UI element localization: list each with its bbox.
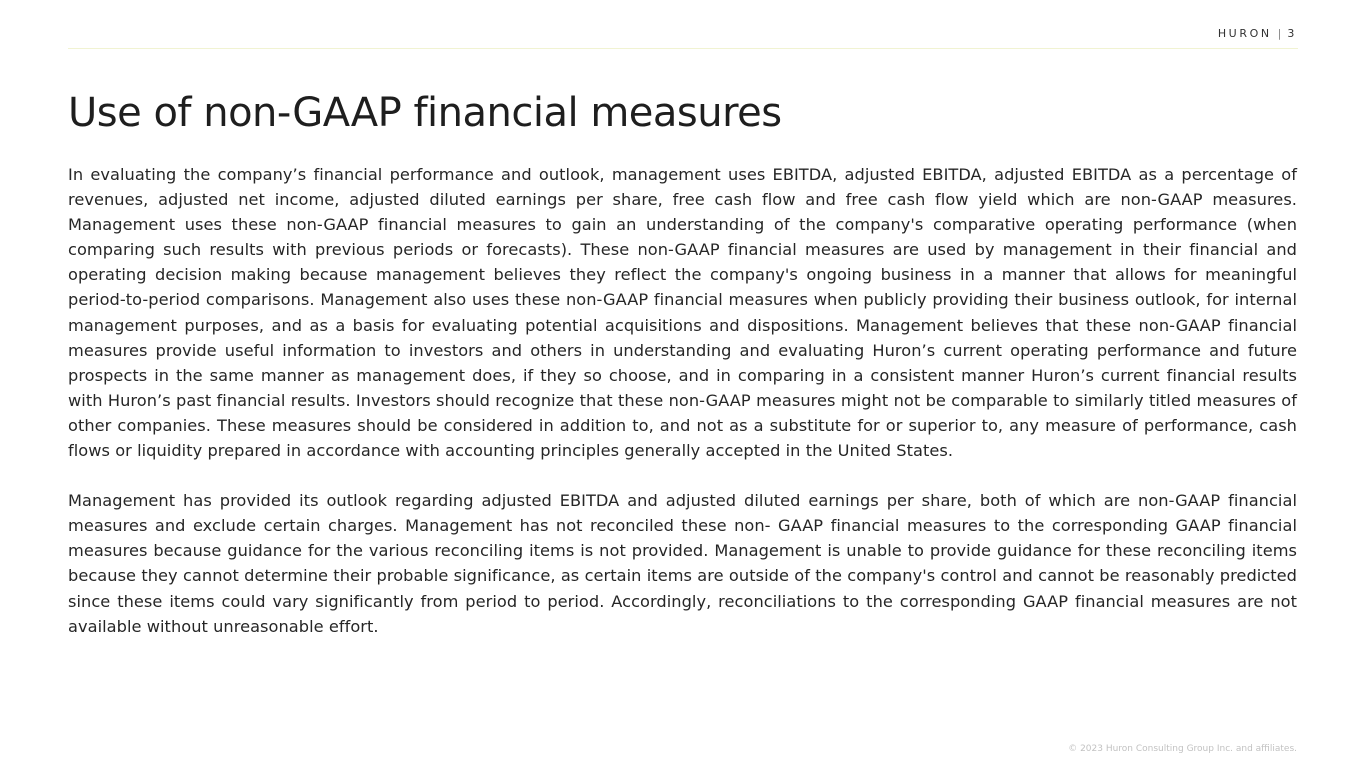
paragraph-outlook: Management has provided its outlook regarding adjusted EBITDA and adjusted diluted earnings per share, both of which are non-GAAP financial measures and exclude certain charges. Management has not reconciled these non- GAAP financial measures to the corresponding GAAP financial measures because guidance for the various reconciling items is not provided. Management is unable to provide guidance for these reconciling items because they cannot determine their probable significance, as certain items are outside of the company's control and cannot be reasonably predicted since these items could vary significantly from period to period. Accordingly, reconciliations to the corresponding GAAP financial measures are not available without unreasonable effort. xyxy=(68,491,1297,636)
paragraph-evaluation: In evaluating the company’s financial performance and outlook, management uses EBITDA, adjusted EBITDA, adjusted EBITDA as a percentage of revenues, adjusted net income, adjusted diluted earnings per share, free cash flow and free cash flow yield which are non-GAAP measures. Management uses these non-GAAP financial measures to gain an understanding of the company's comparative operating performance (when comparing such results with previous periods or forecasts). These non-GAAP financial measures are used by management in their financial and operating decision making because management believes they reflect the company's ongoing business in a manner that allows for meaningful period-to-period comparisons. Management also uses these non-GAAP financial measures when publicly providing their business outlook, for internal management purposes, and as a basis for evaluating potential acquisitions and dispositions. Management believes that these non-GAAP financial measures provide useful information to investors and others in understanding and evaluating Huron’s current operating performance and future prospects in the same manner as management does, if they so choose, and in comparing in a consistent manner Huron’s current financial results with Huron’s past financial results. Investors should recognize that these non-GAAP measures might not be comparable to similarly titled measures of other companies. These measures should be considered in addition to, and not as a substitute for or superior to, any measure of performance, cash flows or liquidity prepared in accordance with accounting principles generally accepted in the United States. xyxy=(68,165,1297,461)
header-divider xyxy=(68,48,1298,49)
slide-header xyxy=(1218,27,1297,40)
copyright-footer: © 2023 Huron Consulting Group Inc. and affiliates. xyxy=(1068,744,1297,754)
page-number: 3 xyxy=(1287,27,1297,40)
body-text xyxy=(68,162,1297,664)
header-separator: | xyxy=(1277,27,1282,40)
slide-title: Use of non-GAAP financial measures xyxy=(68,90,782,136)
brand-name: HURON xyxy=(1217,27,1272,40)
